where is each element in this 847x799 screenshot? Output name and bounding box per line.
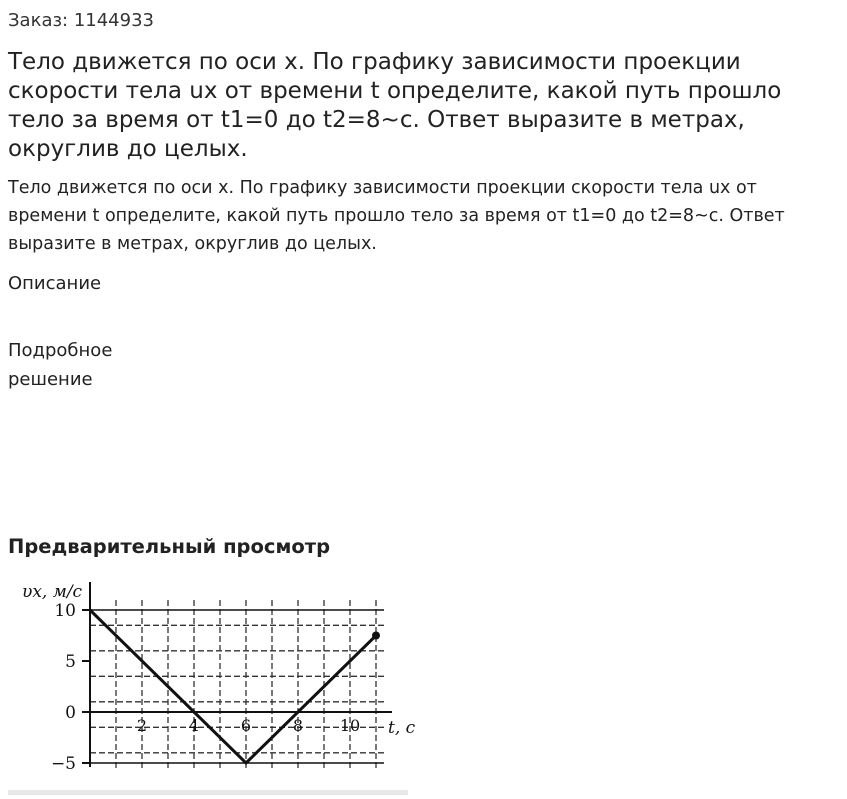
x-tick-label: 6	[240, 716, 252, 735]
x-tick-label: 4	[188, 716, 200, 735]
chart-axes	[84, 582, 392, 767]
problem-title: Тело движется по оси x. По графику зависимости проекции скорости тела ux от времени t определите, какой путь прошло тело за время от t1=0 до t2=8~c. Ответ выразите в метрах, округлив до целых.	[8, 49, 782, 162]
velocity-line	[90, 610, 376, 763]
y-tick-label: 0	[65, 703, 76, 723]
y-tick-label: −5	[50, 754, 76, 774]
y-tick-label: 10	[54, 601, 76, 621]
order-number: Заказ: 1144933	[8, 10, 154, 31]
preview-heading: Предварительный просмотр	[8, 535, 331, 558]
x-tick-label: 10	[339, 716, 361, 735]
solution-label: Подробное решение	[8, 340, 113, 390]
problem-description: Тело движется по оси x. По графику зависимости проекции скорости тела ux от времени t определите, какой путь прошло тело за время от t1=0 до t2=8~c. Ответ выразите в метрах, округлив до целых.	[8, 178, 785, 254]
y-axis-label: υx, м/с	[22, 582, 83, 602]
preview-bottom-strip	[8, 790, 408, 795]
description-label: Описание	[8, 273, 102, 294]
line-end-point	[372, 632, 380, 640]
y-tick-label: 5	[65, 652, 76, 672]
x-tick-label: 2	[136, 716, 148, 735]
x-tick-label: 8	[292, 716, 304, 735]
velocity-time-chart	[8, 575, 416, 793]
chart-tick-labels	[51, 601, 360, 774]
x-axis-label: t, c	[388, 718, 416, 738]
chart-grid	[90, 600, 384, 769]
